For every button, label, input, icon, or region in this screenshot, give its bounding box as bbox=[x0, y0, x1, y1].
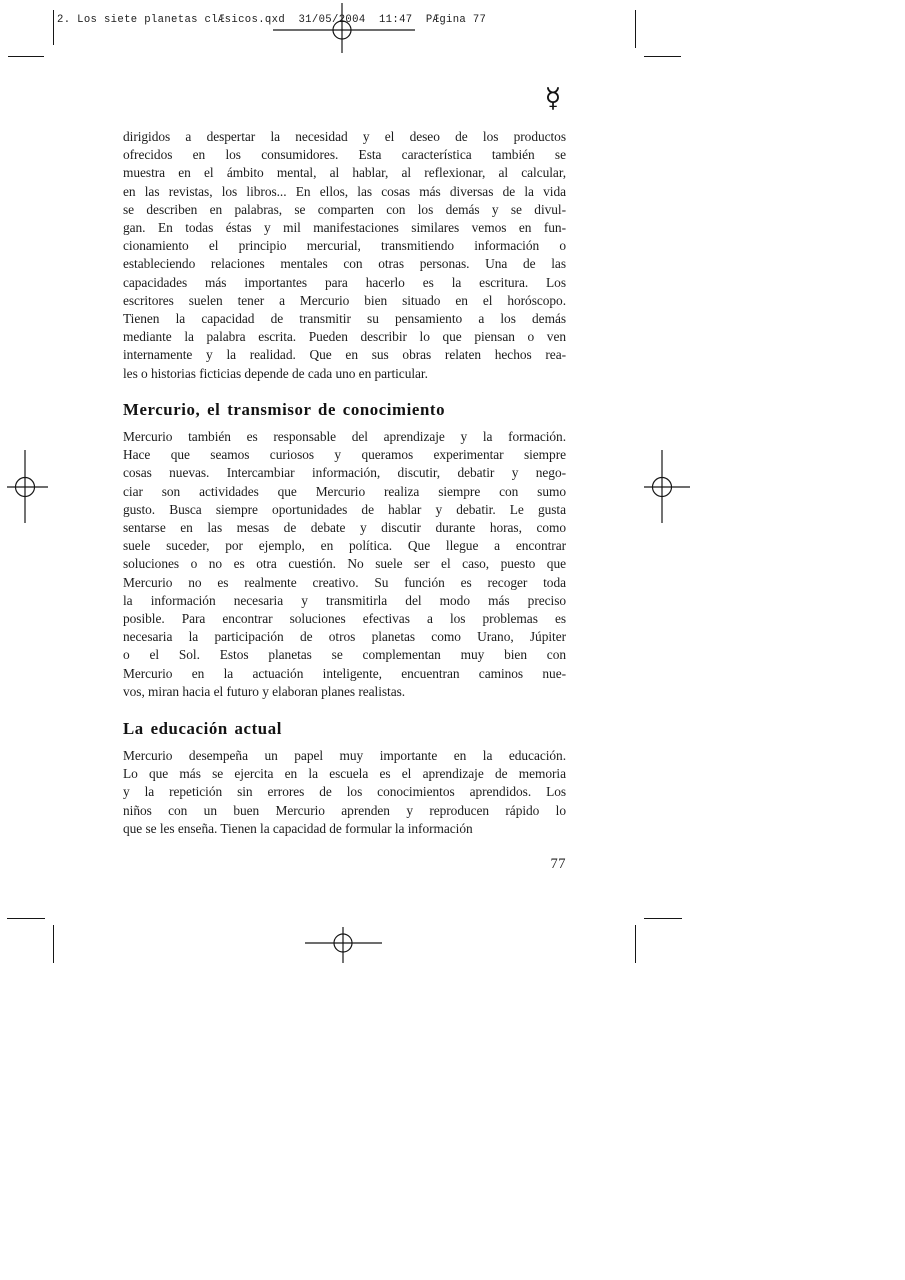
text-line: Mercurio en la actuación inteligente, encuentran caminos nue- bbox=[123, 665, 566, 681]
text-line: suele suceder, por ejemplo, en política. Que llegue a encontrar bbox=[123, 538, 566, 554]
section-heading: La educación actual bbox=[123, 719, 282, 738]
print-slug-line: 2. Los siete planetas clÆsicos.qxd 31/05/2004 11:47 PÆgina 77 bbox=[57, 14, 487, 26]
text-line: Tienen la capacidad de transmitir su pensamiento a los demás bbox=[123, 311, 566, 327]
text-line: dirigidos a despertar la necesidad y el deseo de los productos bbox=[123, 129, 566, 144]
paragraph bbox=[123, 128, 566, 383]
text-line: necesaria la participación de otros planetas como Urano, Júpiter bbox=[123, 629, 566, 645]
crop-mark-bottom-left-horizontal bbox=[7, 918, 45, 919]
crop-mark-bottom-right-vertical bbox=[635, 925, 636, 963]
text-line: Mercurio desempeña un papel muy importante en la educación. bbox=[123, 748, 566, 763]
registration-mark-right-icon bbox=[644, 450, 690, 523]
text-line: Hace que seamos curiosos y queramos experimentar siempre bbox=[123, 447, 566, 463]
text-line: cionamiento el principio mercurial, transmitiendo información o bbox=[123, 238, 566, 254]
text-line: niños con un buen Mercurio aprenden y reproducen rápido lo bbox=[123, 802, 566, 818]
text-line: gan. En todas éstas y mil manifestaciones similares vemos en fun- bbox=[123, 220, 566, 236]
text-line: y la repetición sin errores de los conocimientos aprendidos. Los bbox=[123, 784, 566, 800]
crop-mark-top-right-vertical bbox=[635, 10, 636, 48]
text-line: Lo que más se ejercita en la escuela es el aprendizaje de memoria bbox=[123, 766, 566, 782]
text-line: muestra en el ámbito mental, al hablar, al reflexionar, al calcular, bbox=[123, 165, 566, 181]
paragraph bbox=[123, 747, 566, 838]
crop-mark-top-left-horizontal bbox=[8, 56, 44, 57]
text-line: internamente y la realidad. Que en sus obras relaten hechos rea- bbox=[123, 347, 566, 363]
text-line: que se les enseña. Tienen la capacidad de formular la información bbox=[123, 820, 473, 836]
text-line: Mercurio no es realmente creativo. Su función es recoger toda bbox=[123, 574, 566, 590]
crop-mark-bottom-right-horizontal bbox=[644, 918, 682, 919]
text-line: se describen en palabras, se comparten con los demás y se divul- bbox=[123, 201, 566, 217]
text-line: vos, miran hacia el futuro y elaboran planes realistas. bbox=[123, 683, 406, 699]
text-line: soluciones o no es otra cuestión. No suele ser el caso, puesto que bbox=[123, 556, 566, 572]
text-line: les o historias ficticias depende de cada uno en particular. bbox=[123, 365, 428, 381]
text-line: la información necesaria y transmitirla del modo más preciso bbox=[123, 592, 566, 608]
crop-mark-bottom-left-vertical bbox=[53, 925, 54, 963]
text-line: cosas nuevas. Intercambiar información, discutir, debatir y nego- bbox=[123, 465, 566, 481]
text-line: mediante la palabra escrita. Pueden describir lo que piensan o ven bbox=[123, 329, 566, 345]
registration-mark-left-icon bbox=[7, 450, 48, 523]
text-line: escritores suelen tener a Mercurio bien situado en el horóscopo. bbox=[123, 292, 566, 308]
text-line: Mercurio también es responsable del aprendizaje y la formación. bbox=[123, 429, 566, 444]
text-line: gusto. Busca siempre oportunidades de hablar y debatir. Le gusta bbox=[123, 501, 566, 517]
text-line: ofrecidos en los consumidores. Esta característica también se bbox=[123, 147, 566, 163]
text-line: ciar son actividades que Mercurio realiza siempre con sumo bbox=[123, 483, 566, 499]
crop-mark-top-left-vertical bbox=[53, 10, 54, 45]
text-line: capacidades más importantes para hacerlo es la escritura. Los bbox=[123, 274, 566, 290]
text-line: estableciendo relaciones mentales con otras personas. Una de las bbox=[123, 256, 566, 272]
page-number: 77 bbox=[550, 856, 566, 872]
crop-mark-top-right-horizontal bbox=[644, 56, 681, 57]
text-line: en las revistas, los libros... En ellos, las cosas más diversas de la vida bbox=[123, 183, 566, 199]
mercury-symbol-icon: ☿ bbox=[544, 83, 562, 114]
text-line: o el Sol. Estos planetas se complementan muy bien con bbox=[123, 647, 566, 663]
text-line: posible. Para encontrar soluciones efectivas a los problemas es bbox=[123, 611, 566, 627]
text-line: sentarse en las mesas de debate y discutir durante horas, como bbox=[123, 520, 566, 536]
text-column bbox=[123, 0, 566, 1280]
section-heading: Mercurio, el transmisor de conocimiento bbox=[123, 400, 446, 419]
paragraph bbox=[123, 428, 566, 701]
